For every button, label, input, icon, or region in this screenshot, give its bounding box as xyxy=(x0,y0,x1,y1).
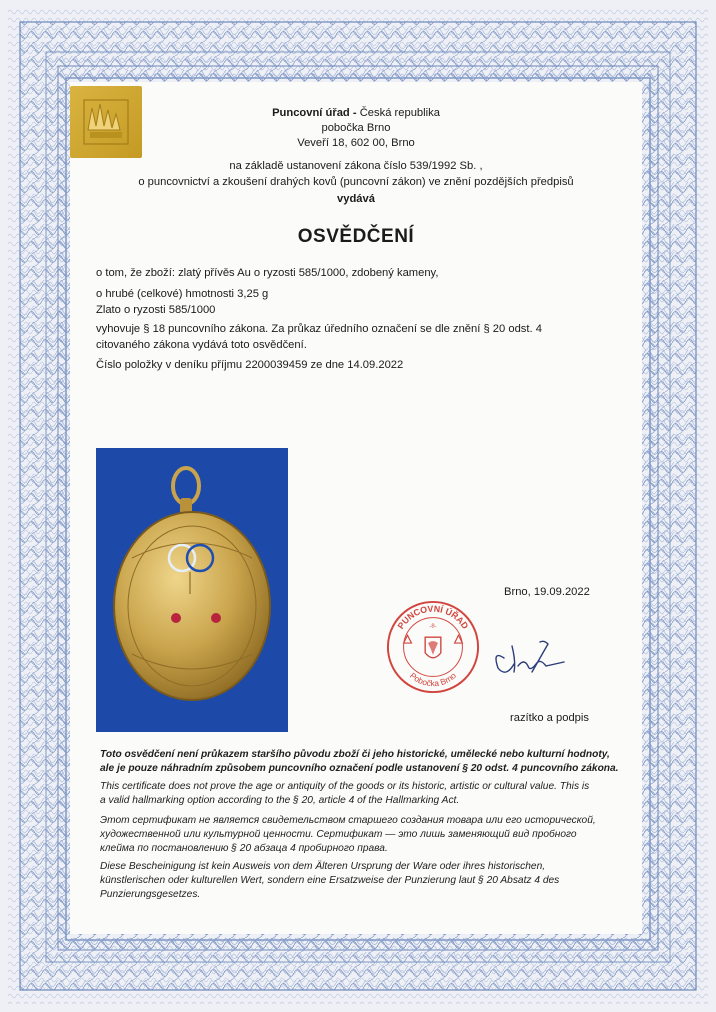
disclaimer-de-1: Diese Bescheinigung ist kein Ausweis von dem Älteren Ursprung der Ware oder ihres historischen, xyxy=(100,861,546,872)
disclaimer-en-2: a valid hallmarking option according to the § 20, article 4 of the Hallmarking Act. xyxy=(100,795,460,806)
pendant-photo xyxy=(96,448,288,732)
handwritten-signature xyxy=(484,628,580,680)
legal-basis-line-2: o puncovnictví a zkoušení drahých kovů (puncovní zákon) ve znění pozdějších předpisů xyxy=(138,176,574,188)
stamp-number: -8- xyxy=(429,623,437,630)
stamp-signature-label: razítko a podpis xyxy=(510,712,589,724)
document-title: OSVĚDČENÍ xyxy=(297,226,415,247)
disclaimer-ru-1: Этот сертификат не является свидетельством старшего создания товара или его исторической, xyxy=(100,815,596,826)
disclaimer-cz-1: Toto osvědčení není průkazem staršího původu zboží či jeho historické, umělecké nebo kulturní hodnoty, xyxy=(100,749,610,760)
svg-text:Pobočka Brno xyxy=(408,670,458,688)
item-description: o tom, že zboží: zlatý přívěs Au o ryzosti 585/1000, zdobený kameny, xyxy=(96,267,439,279)
compliance-line-1: vyhovuje § 18 puncovního zákona. Za průkaz úředního označení se dle znění § 20 odst. 4 xyxy=(96,323,542,335)
compliance-line-2: citovaného zákona vydává toto osvědčení. xyxy=(96,339,307,351)
disclaimer-cz-2: ale je pouze náhradním způsobem puncovního označení podle ustanovení § 20 odst. 4 puncovního zákona. xyxy=(100,763,619,774)
place-date: Brno, 19.09.2022 xyxy=(504,586,590,598)
stamp-top-text: PUNCOVNÍ ÚŘAD xyxy=(395,603,471,631)
disclaimer-de-2: künstlerischen oder kulturellen Wert, sondern eine Ersatzweise der Punzierung laut § 20 Absatz 4 des xyxy=(100,875,560,886)
issues-label: vydává xyxy=(337,193,375,205)
office-address: Veveří 18, 602 00, Brno xyxy=(297,137,415,149)
gold-fineness: Zlato o ryzosti 585/1000 xyxy=(96,304,216,316)
office-name: Puncovní úřad - Česká republika xyxy=(272,107,440,119)
register-number: Číslo položky v deníku příjmu 2200039459 ze dne 14.09.2022 xyxy=(96,359,404,371)
disclaimer-ru-2: художественной или культурной ценности. Сертификат — это лишь заменяющий вид пробного xyxy=(100,829,577,840)
branch-name: pobočka Brno xyxy=(321,122,391,134)
stamp-bottom-text: Pobočka Brno xyxy=(408,670,458,689)
gross-weight: o hrubé (celkové) hmotnosti 3,25 g xyxy=(96,288,269,300)
disclaimer-en-1: This certificate does not prove the age or antiquity of the goods or its historic, artistic or cultural value. This is xyxy=(100,781,590,792)
disclaimer-de-3: Punzierungsgesetzes. xyxy=(100,889,201,900)
disclaimer-ru-3: клейма по постановлению § 20 абзаца 4 пробирного права. xyxy=(100,843,388,854)
official-stamp xyxy=(384,598,482,696)
legal-basis-line-1: na základě ustanovení zákona číslo 539/1992 Sb. , xyxy=(229,160,483,172)
